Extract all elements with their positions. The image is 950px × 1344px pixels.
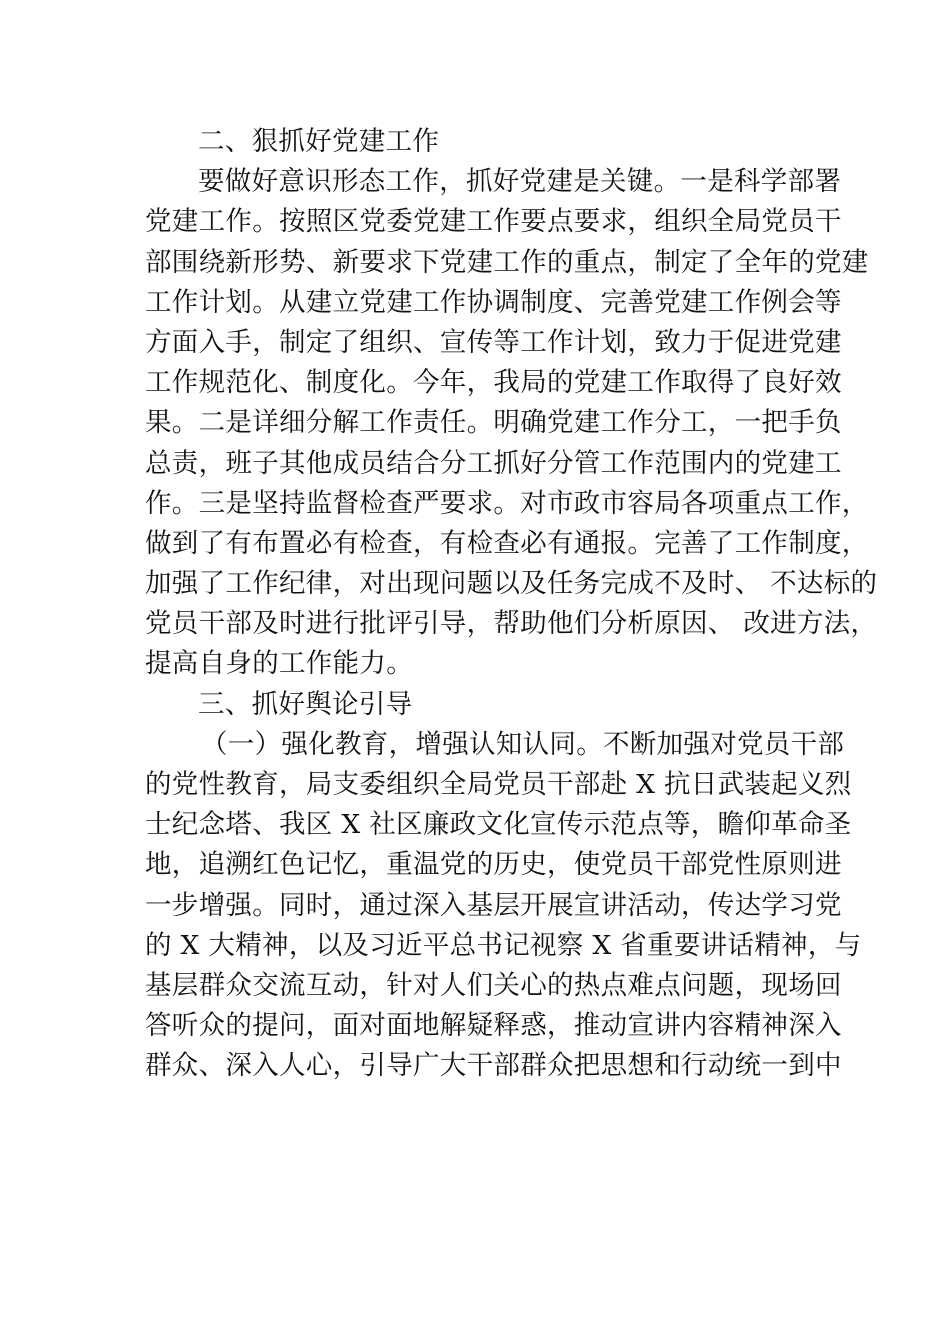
paragraph-line: 党员干部及时进行批评引导，帮助他们分析原因、 改进方法， (145, 608, 878, 640)
section-heading-2: 二、狠抓好党建工作 (198, 126, 440, 157)
paragraph-line: 作。三是坚持监督检查严要求。对市政市容局各项重点工作， (145, 487, 869, 519)
paragraph-line: 工作计划。从建立党建工作协调制度、完善党建工作例会等 (145, 286, 842, 318)
paragraph-line: 方面入手，制定了组织、宣传等工作计划，致力于促进党建 (145, 326, 842, 358)
paragraph-line: 加强了工作纪律，对出现问题以及任务完成不及时、 不达标的 (145, 568, 878, 600)
paragraph-line: 群众、深入人心，引导广大干部群众把思想和行动统一到中 (145, 1050, 842, 1082)
paragraph-line: 要做好意识形态工作，抓好党建是关键。一是科学部署 (198, 166, 842, 198)
paragraph-line: 的 X 大精神，以及习近平总书记视察 X 省重要讲话精神，与 (145, 929, 862, 961)
paragraph-line: 基层群众交流互动，针对人们关心的热点难点问题，现场回 (145, 969, 842, 1001)
paragraph-line: 提高自身的工作能力。 (145, 648, 413, 680)
paragraph-line: 答听众的提问，面对面地解疑释惑，推动宣讲内容精神深入 (145, 1010, 842, 1042)
paragraph-line: 部围绕新形势、新要求下党建工作的重点，制定了全年的党建 (145, 246, 869, 278)
paragraph-line: 党建工作。按照区党委党建工作要点要求，组织全局党员干 (145, 206, 842, 238)
section-heading-3: 三、抓好舆论引导 (198, 688, 413, 720)
subsection-line: （一）强化教育，增强认知认同。不断加强对党员干部 (201, 728, 845, 760)
paragraph-line: 士纪念塔、我区 X 社区廉政文化宣传示范点等，瞻仰革命圣 (145, 809, 852, 841)
paragraph-line: 工作规范化、制度化。今年，我局的党建工作取得了良好效 (145, 367, 842, 399)
paragraph-line: 的党性教育，局支委组织全局党员干部赴 X 抗日武装起义烈 (145, 769, 852, 800)
paragraph-line: 做到了有布置必有检查，有检查必有通报。完善了工作制度， (145, 527, 869, 559)
paragraph-line: 地，追溯红色记忆，重温党的历史，使党员干部党性原则进 (145, 849, 842, 881)
paragraph-line: 果。二是详细分解工作责任。明确党建工作分工，一把手负 (145, 407, 842, 439)
paragraph-line: 一步增强。同时，通过深入基层开展宣讲活动，传达学习党 (145, 889, 842, 921)
document-body (145, 122, 878, 1087)
paragraph-line: 总责，班子其他成员结合分工抓好分管工作范围内的党建工 (145, 447, 842, 479)
